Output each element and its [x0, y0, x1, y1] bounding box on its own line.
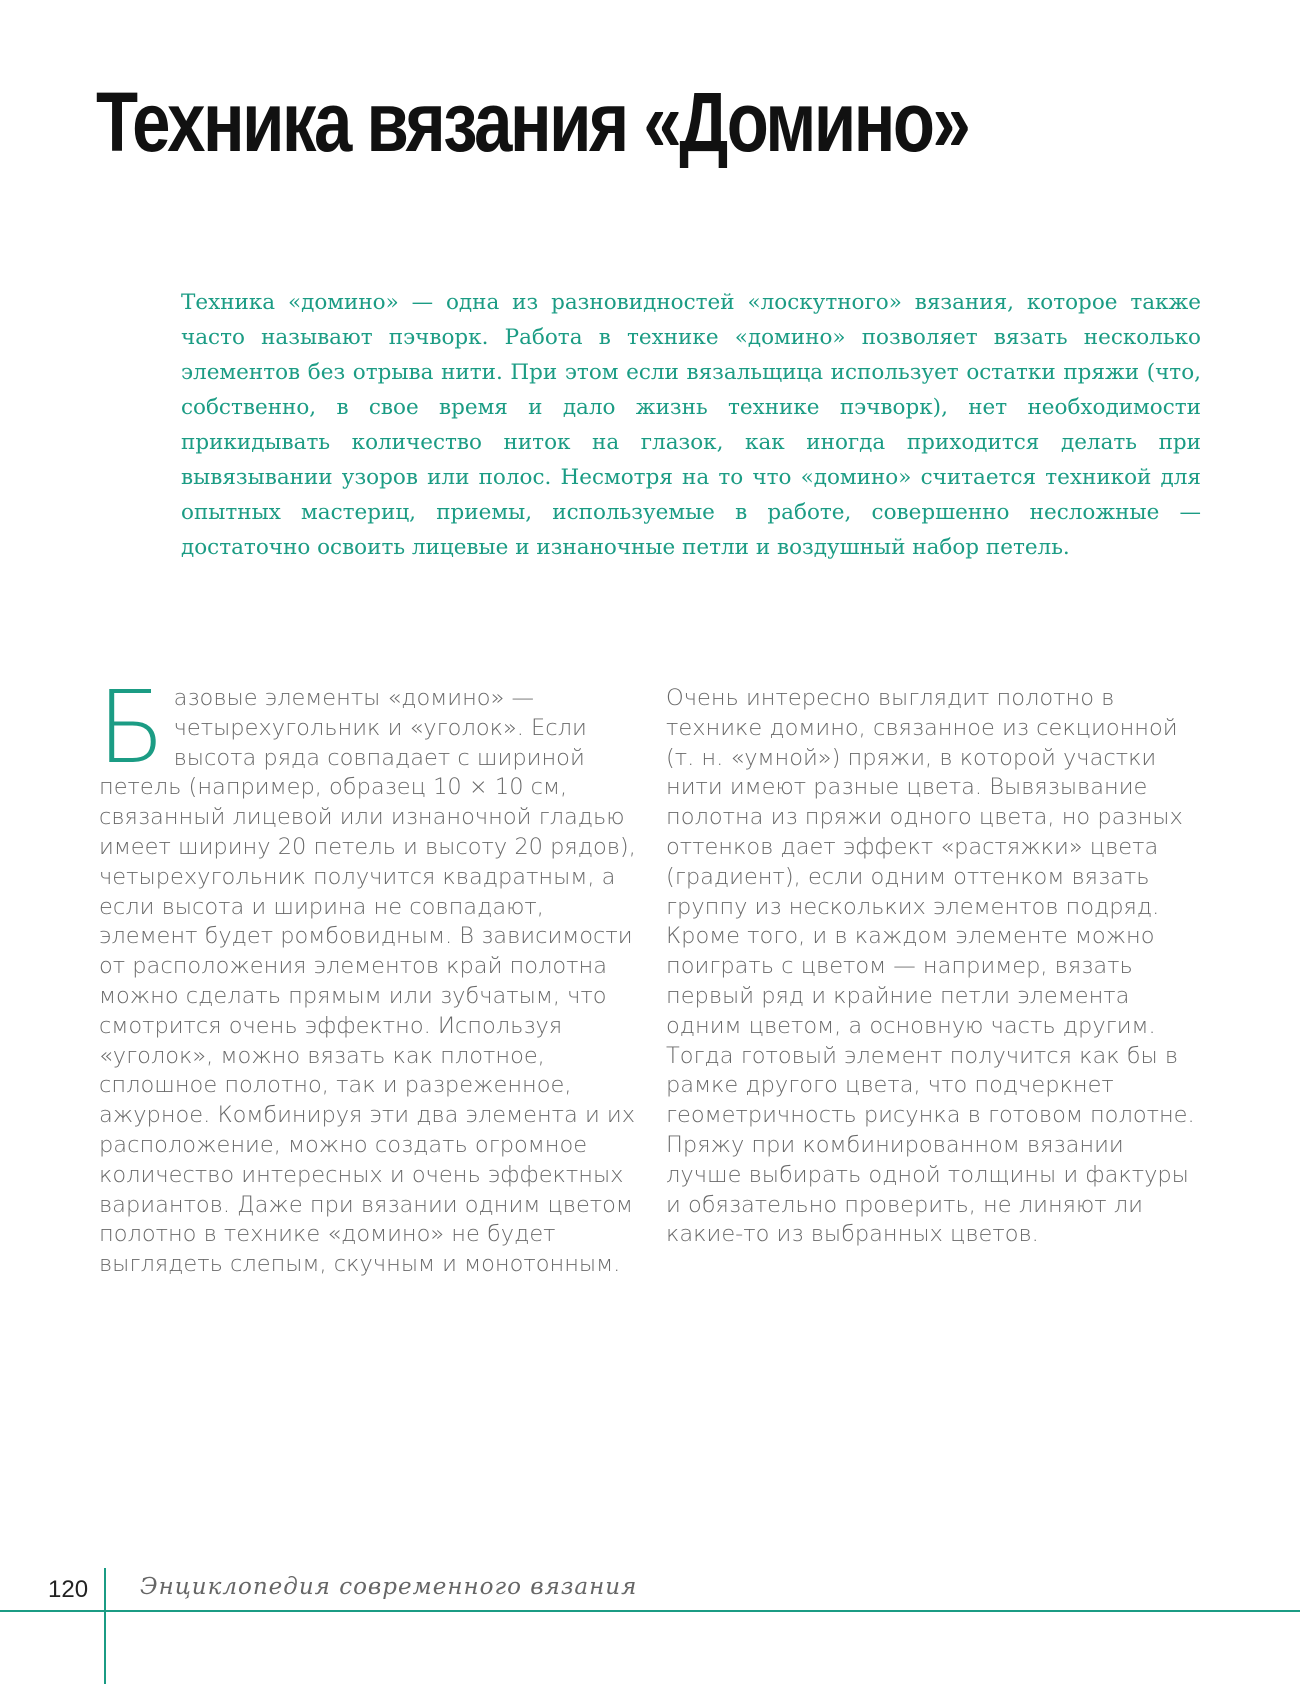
body-paragraph-left: азовые элементы «домино» — четырехугольник и «уголок». Если высота ряда совпадает с шириной петель (например, образец 10 × 10 см, связанный лицевой или изнаночной гладью имеет ширину 20 петель и высоту 20 рядов), четырехугольник получится квадратным, а если высота и ширина не совпадают, элемент будет ромбовидным. В зависимости от расположения элементов край полотна можно сделать прямым или зубчатым, что смотрится очень эффектно. Используя «уголок», можно вязать как плотное, сплошное полотно, так и разреженное, ажурное. Комбинируя эти два элемента и их расположение, можно создать огромное количество интересных и очень эффектных вариантов. Даже при вязании одним цветом полотно в технике «домино» не будет выглядеть слепым, скучным и монотонным. — [99, 685, 636, 1278]
body-paragraph-right-1: Очень интересно выглядит полотно в технике домино, связанное из секционной (т. н. «умной») пряжи, в которой участки нити имеют разные цвета. Вывязывание полотна из пряжи одного цвета, но разных оттенков дает эффект «растяжки» цвета (градиент), если одним оттенком вязать группу из нескольких элементов подряд. Кроме того, и в каждом элементе можно поиграть с цветом — например, вязать первый ряд и крайние петли элемента одним цветом, а основную часть другим. Тогда готовый элемент получится как бы в рамке другого цвета, что подчеркнет геометричность рисунка в готовом полотне. — [666, 685, 1195, 1129]
page-title: Техника вязания «Домино» — [96, 75, 969, 169]
footer-vertical-rule — [104, 1568, 106, 1684]
footer-horizontal-rule — [0, 1610, 1300, 1612]
body-column-left — [97, 669, 639, 1280]
intro-paragraph: Техника «домино» — одна из разновидностей «лоскутного» вязания, которое также часто называют пэчворк. Работа в технике «домино» позволяет вязать несколько элементов без отрыва нити. При этом если вязальщица использует остатки пряжи (что, собственно, в свое время и дало жизнь технике пэчворк), нет необходимости прикидывать количество ниток на глазок, как иногда приходится делать при вывязывании узоров или полос. Несмотря на то что «домино» считается техникой для опытных мастериц, приемы, используемые в работе, совершенно несложные — достаточно освоить лицевые и изнаночные петли и воздушный набор петель. — [181, 290, 1201, 560]
running-book-title: Энциклопедия современного вязания — [140, 1574, 638, 1600]
page-number: 120 — [48, 1576, 89, 1603]
drop-cap: Б — [97, 669, 166, 786]
body-column-right — [666, 684, 1206, 1250]
body-paragraph-right-2: Пряжу при комбинированном вязании лучше выбирать одной толщины и фактуры и обязательно проверить, не линяют ли какие-то из выбранных цветов. — [666, 1131, 1189, 1248]
